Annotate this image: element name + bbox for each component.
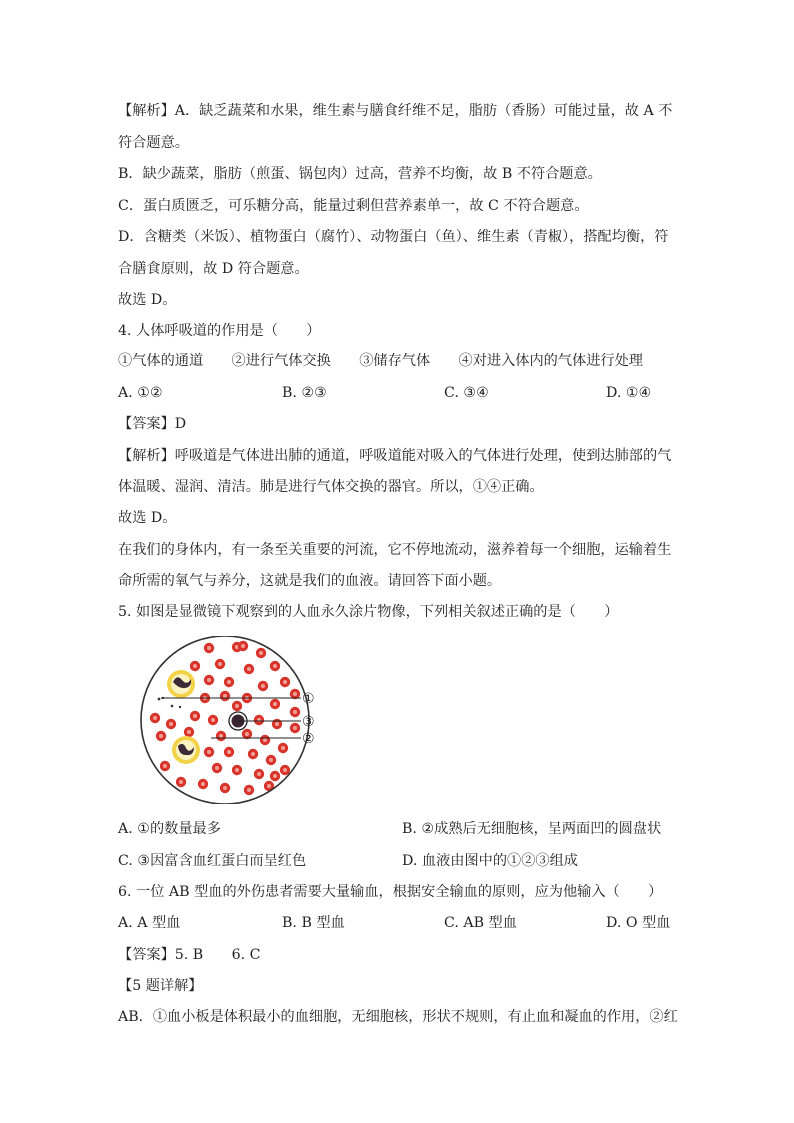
q5-option-a: A. ①的数量最多 xyxy=(118,821,221,837)
text-line: D．含糖类（米饭）、植物蛋白（腐竹）、动物蛋白（鱼）、维生素（青椒），搭配均衡，符 xyxy=(118,229,669,245)
text-line: 故选 D。 xyxy=(118,510,177,526)
q5-option-c: C. ③因富含血红蛋白而呈红色 xyxy=(118,853,307,869)
red-blood-cell-center xyxy=(251,752,255,756)
question-6: 6. 一位 AB 型血的外伤患者需要大量输血，根据安全输血的原则，应为他输入（ ） xyxy=(118,884,663,900)
red-blood-cell-center xyxy=(241,644,245,648)
red-blood-cell-center xyxy=(283,768,287,772)
question-4: 4. 人体呼吸道的作用是（ ） xyxy=(118,323,321,339)
red-blood-cell-center xyxy=(179,780,183,784)
red-blood-cell-center xyxy=(269,758,273,762)
red-blood-cell-center xyxy=(207,678,211,682)
microscope-field-circle xyxy=(141,636,309,804)
q4-option-c: C. ③④ xyxy=(444,385,489,401)
red-blood-cell-center xyxy=(193,664,197,668)
q5-option-d: D. 血液由图中的①②③组成 xyxy=(402,853,578,869)
red-blood-cell-center xyxy=(259,651,263,655)
red-blood-cell-center xyxy=(293,692,297,696)
text-line: AB．①血小板是体积最小的血细胞，无细胞核，形状不规则，有止血和凝血的作用，②红 xyxy=(118,1009,678,1025)
red-blood-cell-center xyxy=(273,664,277,668)
red-blood-cell-center xyxy=(163,764,167,768)
red-blood-cell-center xyxy=(273,702,277,706)
blood-smear-figure xyxy=(125,636,325,804)
red-blood-cell-center xyxy=(223,786,227,790)
red-blood-cell-center xyxy=(235,704,239,708)
text-line: 符合题意。 xyxy=(118,135,189,151)
red-blood-cell-center xyxy=(227,680,231,684)
text-line: 【解析】呼吸道是气体进出肺的通道，呼吸道能对吸入的气体进行处理，使到达肺部的气 xyxy=(118,448,672,464)
text-line: 故选 D。 xyxy=(118,292,177,308)
answer-4: 【答案】D xyxy=(118,416,187,432)
text-line: 在我们的身体内，有一条至关重要的河流，它不停地流动，滋养着每一个细胞，运输着生 xyxy=(118,542,672,558)
q4-option-a: A. ①② xyxy=(118,385,163,401)
text-line: C．蛋白质匮乏，可乐糖分高，能量过剩但营养素单一，故 C 不符合题意。 xyxy=(118,198,589,214)
q6-option-a: A. A 型血 xyxy=(118,915,181,931)
red-blood-cell-center xyxy=(247,788,251,792)
red-blood-cell-center xyxy=(245,732,249,736)
red-blood-cell-center xyxy=(275,722,279,726)
red-blood-cell-center xyxy=(219,734,223,738)
platelet-dots xyxy=(158,697,182,708)
red-blood-cell-center xyxy=(293,726,297,730)
red-blood-cell-center xyxy=(193,714,197,718)
text-line: B．缺少蔬菜，脂肪（煎蛋、锅包肉）过高，营养不均衡，故 B 不符合题意。 xyxy=(118,166,602,182)
red-blood-cell-center xyxy=(207,750,211,754)
answer-5-6: 【答案】5. B 6. C xyxy=(118,947,261,963)
red-blood-cell-center xyxy=(187,730,191,734)
text-line: 体温暖、湿润、清洁。肺是进行气体交换的器官。所以，①④正确。 xyxy=(118,479,544,495)
red-blood-cell-center xyxy=(218,662,222,666)
red-blood-cell-center xyxy=(207,646,211,650)
red-blood-cell-center xyxy=(201,782,205,786)
red-blood-cell-center xyxy=(261,684,265,688)
red-blood-cell-center xyxy=(281,746,285,750)
blood-cells xyxy=(150,641,300,795)
red-blood-cell-center xyxy=(169,722,173,726)
text-line: 命所需的氧气与养分，这就是我们的血液。请回答下面小题。 xyxy=(118,573,502,589)
red-blood-cell-center xyxy=(215,766,219,770)
q6-option-c: C. AB 型血 xyxy=(444,915,517,931)
red-blood-cell-center xyxy=(159,734,163,738)
q5-option-b: B. ②成熟后无细胞核，呈两面凹的圆盘状 xyxy=(402,821,662,837)
question-4-statements: ①气体的通道 ②进行气体交换 ③储存气体 ④对进入体内的气体进行处理 xyxy=(118,353,643,369)
q4-option-d: D. ①④ xyxy=(606,385,652,401)
label-3: ③ xyxy=(302,714,315,730)
question-5: 5. 如图是显微镜下观察到的人血永久涂片物像，下列相关叙述正确的是（ ） xyxy=(118,604,619,620)
red-blood-cell-center xyxy=(153,716,157,720)
q6-option-d: D. O 型血 xyxy=(606,915,671,931)
red-blood-cell-center xyxy=(283,680,287,684)
red-blood-cell-center xyxy=(227,750,231,754)
red-blood-cell-center xyxy=(257,772,261,776)
text-line: 合膳食原则，故 D 符合题意。 xyxy=(118,261,309,277)
red-blood-cell-center xyxy=(211,718,215,722)
red-blood-cell-center xyxy=(247,667,251,671)
red-blood-cell-center xyxy=(235,768,239,772)
label-2: ② xyxy=(302,731,315,747)
q4-option-b: B. ②③ xyxy=(282,385,327,401)
section-heading-q5: 【5 题详解】 xyxy=(118,978,203,994)
red-blood-cell-center xyxy=(267,784,271,788)
red-blood-cell-center xyxy=(223,694,227,698)
red-blood-cell-center xyxy=(273,774,277,778)
text-line: 【解析】A．缺乏蔬菜和水果，维生素与膳食纤维不足，脂肪（香肠）可能过量，故 A 不 xyxy=(118,103,673,119)
red-blood-cell-center xyxy=(263,738,267,742)
red-blood-cell-center xyxy=(293,710,297,714)
q6-option-b: B. B 型血 xyxy=(282,915,345,931)
label-1: ① xyxy=(302,691,315,707)
